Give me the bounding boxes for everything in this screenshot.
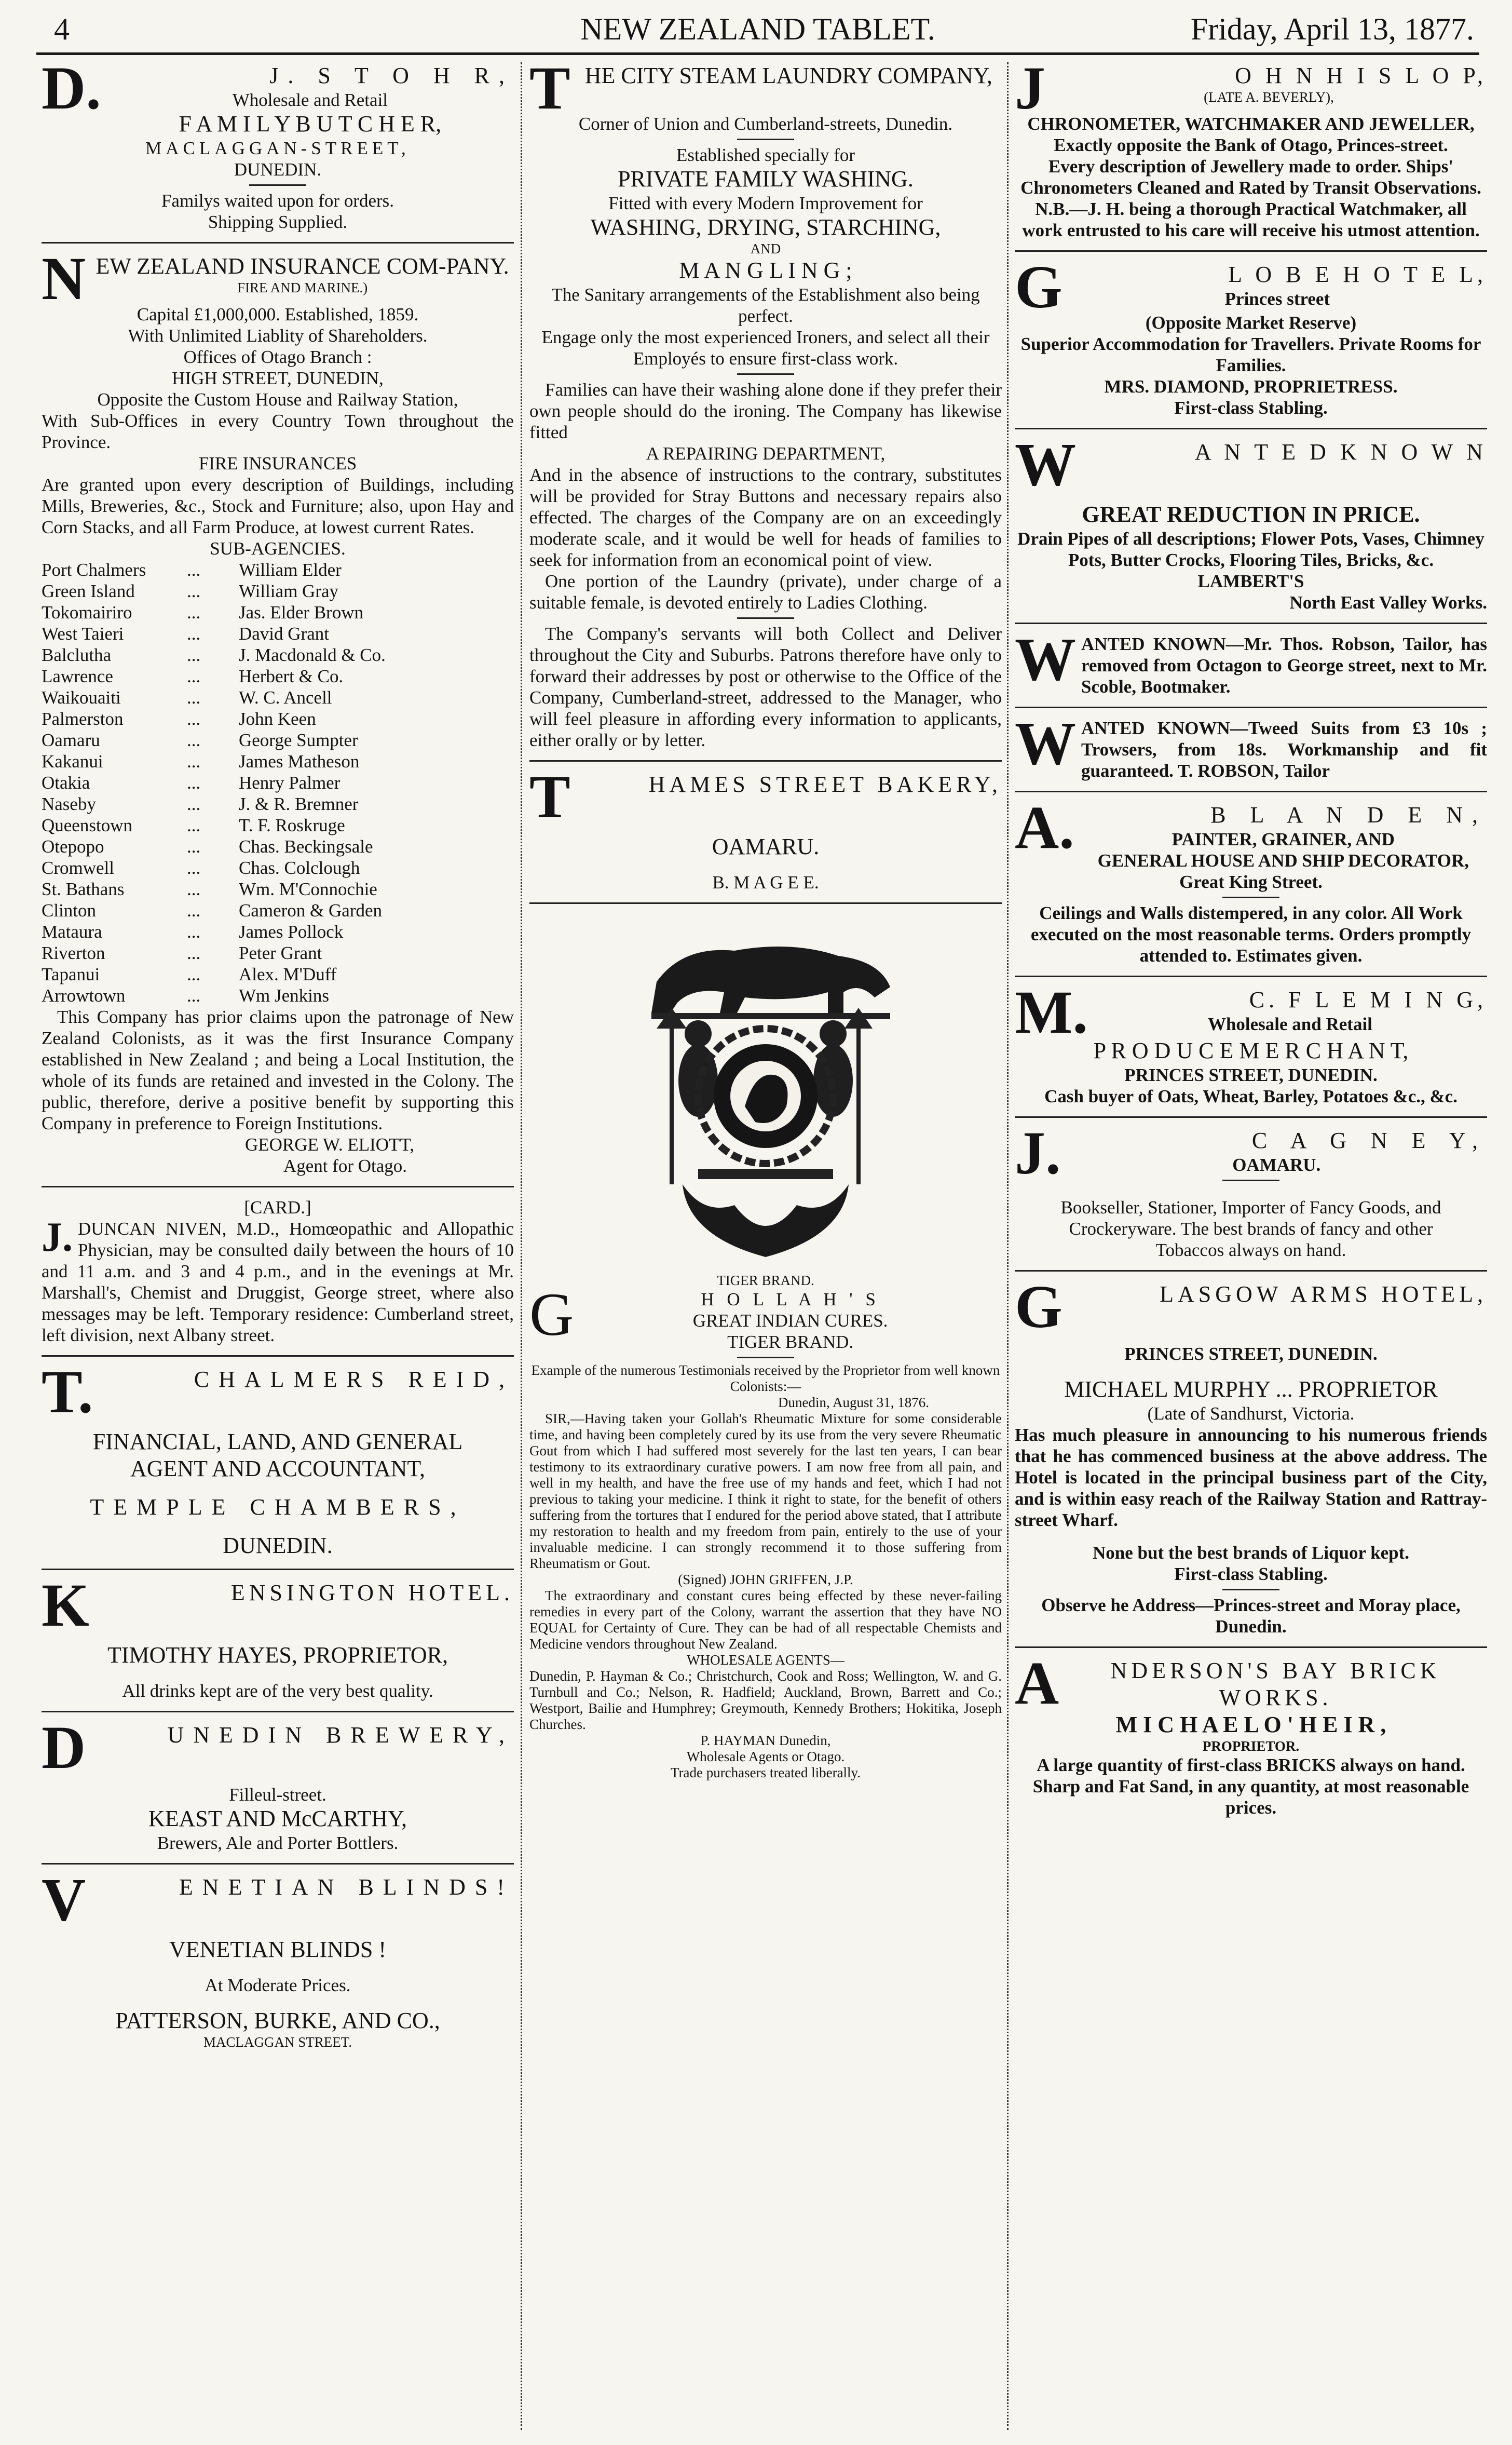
dropcap: T [529, 62, 570, 122]
separator [1222, 1180, 1279, 1181]
agency-row [42, 602, 514, 623]
ad-paragraph: Families can have their washing alone done if they prefer their own people should do the ironing. The Company has likewise fitted [529, 380, 1002, 442]
ad-glasgow-arms [1015, 1273, 1487, 1637]
agency-dots: ... [187, 624, 201, 644]
agency-row [42, 644, 514, 666]
dropcap: G [1015, 1273, 1063, 1341]
agency-row [42, 836, 514, 857]
ad-line: DUNEDIN. [234, 159, 322, 180]
ad-line: Fitted with every Modern Improvement for [608, 193, 923, 213]
ad-line: All drinks kept are of the very best quality. [122, 1681, 433, 1701]
ad-line: Established specially for [676, 145, 855, 165]
agency-agent: Chas. Colclough [239, 858, 360, 878]
ad-paragraph: And in the absence of instructions to the contrary, substitutes will be provided for Stray Buttons and necessary repairs also effected. The charges of the Company are on an exceedingly moderate scale, and it would be well for heads of families to seek for information from an economical point of view. [529, 465, 1002, 570]
testimonial: SIR,—Having taken your Gollah's Rheumatic Mixture for some considerable time, and having been completely cured by its use from the very severe Rheumatic Gout from which I had suffered most severely for the last ten years, I can bear testimony to its extraordinary curative powers. I am now free from all pain, and well in my health, and have the free use of my hands and feet, which I had not previous to taking your medicine. I think it right to state, for the benefit of others suffering from the tortures that I endured for the period above stated, that I attribute my restoration to health and my freedom from pain, entirely to the use of your invaluable medicine. I can strongly recommend it to those suffering from Rheumatism or Gout. [529, 1411, 1002, 1571]
ad-line: PRIVATE FAMILY WASHING. [618, 166, 914, 192]
ad-line: HIGH STREET, DUNEDIN, [172, 368, 384, 388]
agency-agent: Wm Jenkins [239, 985, 330, 1006]
ad-paragraph: One portion of the Laundry (private), under charge of a suitable female, is devoted entirely to Ladies Clothing. [529, 571, 1002, 613]
dropcap: D. [42, 62, 101, 122]
page-number: 4 [54, 12, 70, 46]
agency-row [42, 900, 514, 921]
agency-row [42, 964, 514, 985]
ad-separator [42, 242, 514, 244]
ad-line: Example of the numerous Testimonials received by the Proprietor from well known Colonists:— [531, 1362, 1000, 1394]
ad-line: Princes street [1224, 289, 1330, 309]
ad-separator [42, 1355, 514, 1357]
agency-agent: Alex. M'Duff [239, 964, 337, 984]
ad-line: A large quantity of first-class BRICKS always on hand. [1037, 1755, 1465, 1775]
advertiser-name: ENETIAN BLINDS! [179, 1874, 514, 1900]
ad-separator [1015, 707, 1487, 708]
agency-row [42, 942, 514, 964]
advertiser-name: EW ZEALAND INSURANCE COM-PANY. [96, 253, 509, 279]
agency-row [42, 559, 514, 580]
agency-agent: James Matheson [239, 751, 360, 772]
agency-town: Tokomairiro [42, 602, 132, 623]
advertiser-name: HAMES STREET BAKERY, [648, 772, 1002, 797]
agency-town: Kakanui [42, 751, 103, 772]
agency-town: Otakia [42, 773, 90, 793]
column-divider-2 [1007, 62, 1009, 2430]
ad-line: Superior Accommodation for Travellers. Private Rooms for Families. [1020, 334, 1481, 375]
agency-town: Green Island [42, 581, 135, 601]
ad-line: Opposite the Custom House and Railway Station, [97, 389, 458, 410]
column-left [42, 62, 514, 2430]
ad-line: Trade purchasers treated liberally. [670, 1765, 861, 1780]
dropcap: W [1015, 709, 1076, 777]
issue-date: Friday, April 13, 1877. [1190, 12, 1474, 46]
ad-line: TIMOTHY HAYES, PROPRIETOR, [107, 1642, 448, 1668]
tiger-brand-emblem [620, 925, 911, 1267]
advertiser-name: H O L L A H ' S [701, 1289, 880, 1309]
ad-line: M I C H A E L O ' H E I R , [1115, 1712, 1386, 1737]
newspaper-title: NEW ZEALAND TABLET. [580, 12, 935, 46]
ad-line: MACLAGGAN-STREET, [145, 138, 410, 158]
agency-town: St. Bathans [42, 879, 125, 899]
ad-paragraph: Are granted upon every description of Buildings, including Mills, Breweries, &c., Stock and Furniture; also, upon Hay and Corn Stacks, and all Farm Produce, at lowest current Rates. [42, 475, 514, 537]
ad-line: MRS. DIAMOND, PROPRIETRESS. [1104, 376, 1398, 397]
separator [1222, 897, 1279, 898]
agency-dots: ... [187, 581, 201, 601]
ad-line: Corner of Union and Cumberland-streets, Dunedin. [578, 114, 953, 134]
ad-line: Observe he Address—Princes-street and Moray place, Dunedin. [1041, 1595, 1461, 1637]
ad-venetian-blinds [42, 1866, 514, 2050]
ad-line: P. HAYMAN Dunedin, [700, 1733, 831, 1748]
ad-line: LAMBERT'S [1197, 571, 1304, 591]
dropcap: V [42, 1866, 86, 1934]
ad-line: With Sub-Offices in every Country Town throughout the Province. [42, 411, 514, 452]
agency-dots: ... [187, 645, 201, 665]
ad-lambert [1015, 430, 1487, 613]
dropcap: T [529, 763, 570, 831]
agency-town: Mataura [42, 922, 102, 942]
ad-line: CHRONOMETER, WATCHMAKER AND JEWELLER, [1027, 114, 1475, 134]
ad-line: OAMARU. [1232, 1155, 1321, 1175]
agency-dots: ... [187, 922, 201, 942]
agency-agent: Chas. Beckingsale [239, 836, 373, 857]
ad-separator [1015, 1270, 1487, 1272]
ad-insurance [42, 245, 514, 1177]
card-label: [CARD.] [244, 1197, 311, 1218]
dropcap: W [1015, 625, 1076, 693]
ad-line: First-class Stabling. [1174, 1564, 1328, 1584]
agency-row [42, 793, 514, 815]
ad-paragraph: The extraordinary and constant cures being effected by these never-failing remedies in every part of the Colony, warrant the assertion that they have NO EQUAL for Certainty of Cure. They can be had of all respectable Chemists and Medicine vendors throughout New Zealand. [529, 1588, 1002, 1652]
ad-line: PATTERSON, BURKE, AND CO., [115, 2008, 440, 2033]
agency-agent: John Keen [239, 709, 316, 729]
column-divider-1 [521, 62, 522, 2430]
ad-paragraph: Drain Pipes of all descriptions; Flower Pots, Vases, Chimney Pots, Butter Crocks, Flooring Tiles, Bricks, &c. [1017, 529, 1484, 570]
dropcap: J. [42, 1214, 73, 1260]
ad-line: GENERAL HOUSE AND SHIP DECORATOR, [1097, 850, 1469, 871]
ad-separator [42, 1569, 514, 1570]
section-heading: A REPAIRING DEPARTMENT, [646, 443, 886, 464]
ad-thames-street-bakery [529, 763, 1002, 893]
separator [249, 184, 306, 186]
advertiser-name: C A G N E Y, [1251, 1128, 1487, 1153]
agency-row [42, 815, 514, 836]
ad-paragraph: DUNCAN NIVEN, M.D., Homœopathic and Allopathic Physician, may be consulted daily between the hours of 10 and 11 a.m. and 3 and 4 p.m., and in the evenings at Mr. Marshall's, Chemist and Druggist, George street, where also messages may be left. Temporary residence: Cumberland street, left division, next Albany street. [42, 1219, 514, 1345]
ad-separator [42, 1863, 514, 1865]
ad-line: First-class Stabling. [1174, 398, 1328, 418]
agency-row [42, 580, 514, 602]
agency-town: Port Chalmers [42, 560, 146, 580]
ad-line: Capital £1,000,000. Established, 1859. [137, 304, 419, 325]
agency-agent: Cameron & Garden [239, 900, 383, 921]
ad-separator [1015, 623, 1487, 624]
agency-row [42, 857, 514, 879]
ad-line: Exactly opposite the Bank of Otago, Princes-street. [1054, 135, 1448, 155]
separator [737, 373, 794, 375]
ad-line: Great King Street. [1179, 872, 1323, 892]
advertiser-name: C. F L E M I N G, [1249, 987, 1487, 1012]
agency-agent: J. & R. Bremner [239, 794, 359, 814]
ad-line: MICHAEL MURPHY ... PROPRIETOR [1064, 1376, 1438, 1402]
agency-dots: ... [187, 773, 201, 793]
agency-dots: ... [187, 879, 201, 899]
agency-row [42, 879, 514, 900]
advertiser-name: ENSINGTON HOTEL. [230, 1580, 514, 1605]
ad-andersons-bay-brick [1015, 1649, 1487, 1818]
agency-town: Queenstown [42, 815, 132, 835]
ad-line: DUNEDIN. [223, 1533, 333, 1558]
ad-line: TIGER BRAND. [727, 1332, 854, 1352]
agency-row [42, 921, 514, 942]
advertiser-name: B L A N D E N, [1210, 802, 1487, 828]
emblem-caption: TIGER BRAND. [717, 1273, 814, 1288]
advertiser-name: CHALMERS REID, [194, 1367, 514, 1392]
column-middle [529, 62, 1002, 2430]
header-rule [36, 52, 1479, 55]
ad-robson-removal [1015, 625, 1487, 697]
ad-separator [529, 902, 1002, 904]
agency-town: Tapanui [42, 964, 100, 984]
agency-town: Riverton [42, 943, 105, 963]
agency-agent: Wm. M'Connochie [239, 879, 377, 899]
agency-dots: ... [187, 794, 201, 814]
dropcap: G [529, 1280, 574, 1348]
section-heading: WHOLESALE AGENTS— [687, 1652, 844, 1668]
ad-line: Offices of Otago Branch : [183, 347, 372, 367]
dropcap: D [42, 1713, 86, 1781]
agency-dots: ... [187, 943, 201, 963]
ad-city-steam-laundry [529, 62, 1002, 751]
agency-dots: ... [187, 836, 201, 857]
ad-niven [42, 1197, 514, 1346]
ad-line: GREAT INDIAN CURES. [692, 1311, 888, 1331]
ad-line: MACLAGGAN STREET. [203, 2034, 352, 2050]
ad-dunedin-brewery [42, 1713, 514, 1854]
column-right [1015, 62, 1487, 2430]
dropcap: W [1015, 430, 1076, 498]
ad-line: KEAST AND McCARTHY, [148, 1806, 407, 1831]
ad-line: P R O D U C E M E R C H A N T, [1093, 1038, 1409, 1063]
separator [737, 617, 794, 619]
agency-agent: Herbert & Co. [239, 666, 344, 686]
ad-line: WASHING, DRYING, STARCHING, [590, 214, 941, 240]
ad-hislop [1015, 62, 1487, 241]
agency-dots: ... [187, 666, 201, 686]
advertiser-name: O H N H I S L O P, [1235, 63, 1487, 88]
agency-row [42, 666, 514, 687]
ad-line: AGENT AND ACCOUNTANT, [130, 1456, 426, 1481]
ad-separator [529, 760, 1002, 762]
ad-line: (Late of Sandhurst, Victoria. [1147, 1403, 1355, 1424]
dropcap: J. [1015, 1119, 1061, 1187]
ad-paragraph: Ceilings and Walls distempered, in any color. All Work executed on the most reasonable terms. Orders promptly attended to. Estimates given. [1030, 903, 1472, 966]
ad-line: Dunedin, August 31, 1876. [778, 1395, 929, 1410]
agency-row [42, 985, 514, 1006]
ad-kensington [42, 1571, 514, 1701]
ad-line: (Opposite Market Reserve) [1145, 313, 1357, 333]
agency-agent: T. F. Roskruge [239, 815, 345, 835]
agency-agent: William Elder [239, 560, 342, 580]
ad-blanden [1015, 793, 1487, 966]
agency-agent: James Pollock [239, 922, 344, 942]
agency-town: West Taieri [42, 624, 124, 644]
dropcap: N [42, 245, 86, 313]
agency-dots: ... [187, 687, 201, 708]
agency-list [42, 559, 514, 1006]
section-heading: FIRE INSURANCES [198, 453, 357, 474]
ad-line: F A M I L Y B U T C H E R, [179, 111, 442, 137]
advertiser-name: HE CITY STEAM LAUNDRY COMPANY, [584, 63, 992, 88]
ad-paragraph: Has much pleasure in announcing to his numerous friends that he has commenced business at the above address. The Hotel is located in the principal business part of the City, and is within easy reach of the Railway Station and Rattray-street Wharf. [1015, 1425, 1487, 1530]
advertiser-name: A N T E D K N O W N [1194, 439, 1487, 465]
ad-line: Wholesale Agents or Otago. [686, 1749, 845, 1764]
agency-agent: Jas. Elder Brown [239, 602, 364, 623]
agency-dots: ... [187, 858, 201, 878]
ad-stohr [42, 62, 514, 233]
agency-dots: ... [187, 602, 201, 623]
ad-cagney [1015, 1119, 1487, 1261]
agency-row [42, 687, 514, 708]
agency-agent: Peter Grant [239, 943, 322, 963]
agency-town: Naseby [42, 794, 96, 814]
ad-line: Familys waited upon for orders. [161, 191, 394, 211]
dropcap: A. [1015, 793, 1074, 861]
agency-dots: ... [187, 560, 201, 580]
ad-line: PAINTER, GRAINER, AND [1172, 829, 1395, 849]
ad-line: Shipping Supplied. [208, 212, 348, 232]
testimonial-signature: (Signed) JOHN GRIFFEN, J.P. [678, 1572, 853, 1587]
dropcap: K [42, 1571, 89, 1639]
ad-paragraph: ANTED KNOWN—Mr. Thos. Robson, Tailor, has removed from Octagon to George street, next to Mr. Scoble, Bootmaker. [1081, 634, 1487, 697]
separator [1222, 1589, 1279, 1590]
agency-agent: David Grant [239, 624, 329, 644]
ad-separator [1015, 791, 1487, 792]
ad-gollah [529, 925, 1002, 1781]
ad-paragraph: ANTED KNOWN—Tweed Suits from £3 10s ; Trowsers, from 18s. Workmanship and fit guaranteed. T. ROBSON, Tailor [1081, 718, 1487, 781]
signature: GEORGE W. ELIOTT, [245, 1134, 414, 1155]
agency-town: Otepopo [42, 836, 104, 857]
dropcap: M. [1015, 978, 1088, 1046]
ad-line: Wholesale and Retail [1207, 1014, 1372, 1034]
agency-town: Clinton [42, 900, 97, 921]
agency-dots: ... [187, 730, 201, 750]
ad-line: FINANCIAL, LAND, AND GENERAL [92, 1429, 463, 1454]
ad-line: OAMARU. [712, 834, 820, 859]
agency-row [42, 708, 514, 730]
ad-fleming [1015, 978, 1487, 1107]
ad-line: TEMPLE CHAMBERS, [90, 1494, 466, 1520]
ad-paragraph: Every description of Jewellery made to order. Ships' Chronometers Cleaned and Rated by Transit Observations. [1020, 156, 1481, 198]
agency-town: Arrowtown [42, 985, 126, 1006]
agency-row [42, 623, 514, 644]
ad-line: VENETIAN BLINDS ! [169, 1937, 386, 1962]
advertiser-name: LASGOW ARMS HOTEL, [1160, 1281, 1487, 1307]
dropcap: G [1015, 253, 1063, 321]
agency-dots: ... [187, 815, 201, 835]
ad-line: PRINCES STREET, DUNEDIN. [1124, 1344, 1378, 1364]
ad-line: M A N G L I N G ; [679, 258, 852, 283]
ad-separator [42, 1186, 514, 1187]
ad-globe-hotel [1015, 253, 1487, 418]
ad-paragraph: Bookseller, Stationer, Importer of Fancy Goods, and Crockeryware. The best brands of fancy and other Tobaccos always on hand. [1060, 1197, 1441, 1260]
ad-separator [1015, 976, 1487, 977]
agents-list: Dunedin, P. Hayman & Co.; Christchurch, Cook and Ross; Wellington, W. and G. Turnbull and Co.; Nelson, R. Hadfield; Auckland, Brown, Barrett and Co.; Westport, Bailie and Humphrey; Greymouth, Kennedy Brothers; Hokitika, Joseph Churches. [529, 1668, 1002, 1732]
agency-dots: ... [187, 751, 201, 772]
agency-dots: ... [187, 985, 201, 1006]
agency-town: Oamaru [42, 730, 100, 750]
ad-line: Brewers, Ale and Porter Bottlers. [157, 1833, 399, 1853]
ad-paragraph: N.B.—J. H. being a thorough Practical Watchmaker, all work entrusted to his care will receive his utmost attention. [1022, 199, 1480, 240]
agency-row [42, 751, 514, 772]
ad-paragraph: Engage only the most experienced Ironers, and select all their Employés to ensure first-class work. [541, 327, 990, 369]
advertiser-name: NDERSON'S BAY BRICK WORKS. [1110, 1658, 1441, 1710]
separator [737, 139, 794, 140]
dropcap: A [1015, 1649, 1059, 1717]
ad-line: With Unlimited Liablity of Shareholders. [128, 326, 428, 346]
agency-row [42, 730, 514, 751]
advertiser-name: J. S T O H R, [269, 63, 514, 88]
ad-line: AND [750, 241, 781, 256]
agency-town: Lawrence [42, 666, 113, 686]
ad-line: North East Valley Works. [1289, 592, 1487, 613]
ad-paragraph: The Company's servants will both Collect and Deliver throughout the City and Suburbs. Patrons therefore have only to forward their addresses by post or otherwise to the Office of the Company, Cumberland-street, addressed to the Manager, who will feel pleasure in affording every information to applicants, either orally or by letter. [529, 624, 1002, 750]
advertiser-name: L O B E H O T E L, [1228, 262, 1487, 287]
section-heading: SUB-AGENCIES. [210, 538, 346, 559]
agency-agent: W. C. Ancell [239, 687, 332, 708]
ad-paragraph: The Sanitary arrangements of the Establishment also being perfect. [551, 285, 980, 326]
agency-town: Palmerston [42, 709, 124, 729]
dropcap: T. [42, 1358, 93, 1426]
agency-agent: George Sumpter [239, 730, 358, 750]
ad-separator [1015, 428, 1487, 429]
agency-dots: ... [187, 709, 201, 729]
ad-separator [1015, 250, 1487, 252]
ad-chalmers-reid [42, 1358, 514, 1559]
agency-agent: Henry Palmer [239, 773, 340, 793]
ad-separator [42, 1711, 514, 1712]
separator [737, 1357, 794, 1358]
agency-town: Waikouaiti [42, 687, 121, 708]
ad-line: Wholesale and Retail [232, 90, 388, 110]
dropcap: J [1015, 62, 1045, 122]
agency-row [42, 772, 514, 793]
ad-line: B. M A G E E. [712, 872, 819, 893]
ad-line: Filleul-street. [229, 1785, 326, 1805]
page-header [36, 7, 1479, 55]
ad-line: At Moderate Prices. [205, 1975, 351, 1995]
ad-separator [1015, 1116, 1487, 1118]
ad-robson-suits [1015, 709, 1487, 781]
ad-line: Cash buyer of Oats, Wheat, Barley, Potatoes &c., &c. [1044, 1086, 1457, 1106]
agency-dots: ... [187, 900, 201, 921]
ad-line: PROPRIETOR. [1202, 1738, 1300, 1754]
ad-line: Sharp and Fat Sand, in any quantity, at most reasonable prices. [1032, 1776, 1469, 1818]
agency-agent: J. Macdonald & Co. [239, 645, 386, 665]
ad-line: (LATE A. BEVERLY), [1204, 89, 1334, 105]
agency-town: Balclutha [42, 645, 112, 665]
ad-line: PRINCES STREET, DUNEDIN. [1124, 1065, 1378, 1085]
ad-paragraph: This Company has prior claims upon the patronage of New Zealand Colonists, as it was the first Insurance Company established in New Zealand ; and being a Local Institution, the whole of its funds are retained and invested in the Colony. The public, therefore, derive a positive benefit by supporting this Company in preference to Foreign Institutions. [42, 1007, 514, 1133]
ad-line: None but the best brands of Liquor kept. [1092, 1543, 1410, 1563]
signature-title: Agent for Otago. [283, 1156, 407, 1176]
agency-agent: William Gray [239, 581, 339, 601]
ad-line: FIRE AND MARINE.) [237, 280, 368, 295]
ad-separator [1015, 1646, 1487, 1648]
agency-town: Cromwell [42, 858, 114, 878]
agency-dots: ... [187, 964, 201, 984]
advertiser-name: UNEDIN BREWERY, [167, 1722, 514, 1748]
ad-line: GREAT REDUCTION IN PRICE. [1082, 502, 1420, 527]
